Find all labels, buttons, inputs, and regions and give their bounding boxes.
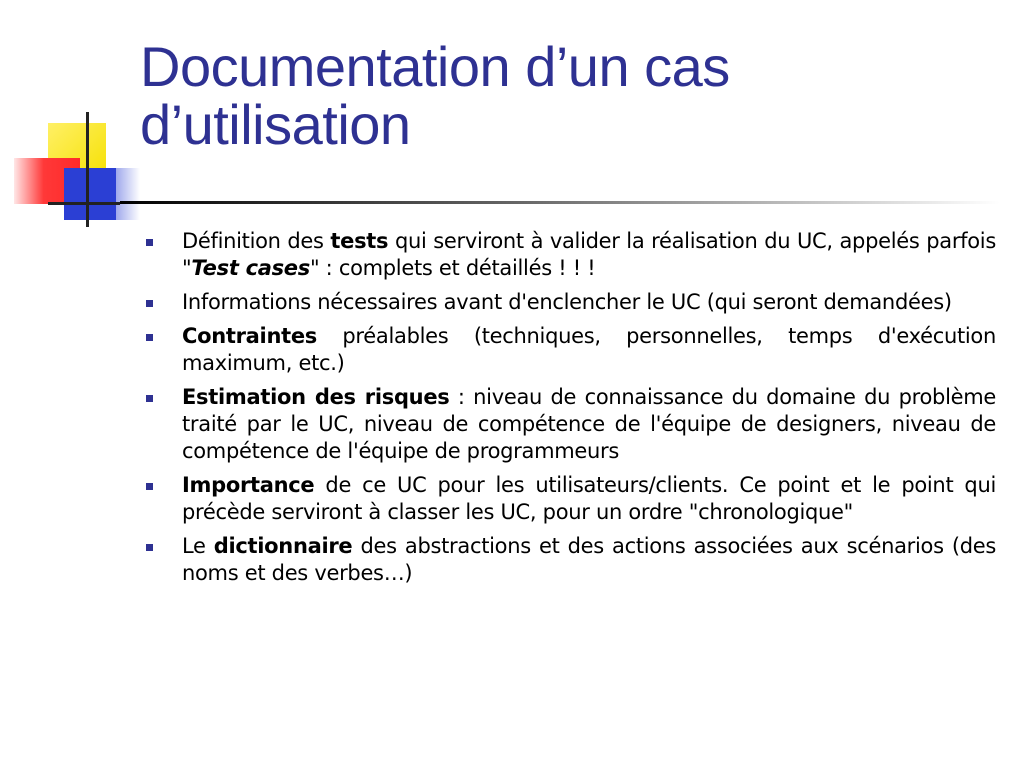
bullet-item-risques: [146, 384, 996, 465]
bullet-text-plain: Définition des: [182, 229, 331, 253]
bullet-text-plain: de ce UC pour les utilisateurs/clients. Ce point et le point qui précède serviront à classer les UC, pour un ordre "chronologique": [182, 473, 996, 524]
bullet-square-icon: [146, 395, 153, 402]
bullet-item-tests: [146, 228, 996, 282]
slide-title-line2: d’utilisation: [140, 93, 411, 156]
bullet-text: [182, 533, 996, 587]
bullet-text-bold: dictionnaire: [213, 534, 353, 558]
bullet-text-bold: Estimation des risques: [182, 385, 450, 409]
bullet-square-icon: [146, 239, 153, 246]
bullet-text: [182, 472, 996, 526]
bullet-item-informations: [146, 289, 996, 316]
bullet-text-bold: Contraintes: [182, 324, 317, 348]
bullet-text-bold-italic: Test cases: [191, 256, 310, 280]
bullet-text-plain: : niveau de connaissance du domaine du problème traité par le UC, niveau de compétence de l'équipe de designers, niveau de compétence de l'équipe de programmeurs: [182, 385, 996, 463]
bullet-text-plain: qui serviront à valider la réalisation du UC, appelés parfois ": [182, 229, 996, 280]
bullet-square-icon: [146, 544, 153, 551]
bullet-text-plain: préalables (techniques, personnelles, temps d'exécution maximum, etc.): [182, 324, 996, 375]
bullet-square-icon: [146, 300, 153, 307]
bullet-text: Informations nécessaires avant d'enclencher le UC (qui seront demandées): [182, 290, 952, 314]
bullet-text-plain: des abstractions et des actions associées aux scénarios (des noms et des verbes…): [182, 534, 997, 585]
bullet-text-bold: Importance: [182, 473, 315, 497]
bullet-text-bold: tests: [330, 229, 389, 253]
bullet-square-icon: [146, 483, 153, 490]
slide-title-line1: Documentation d’un cas: [140, 35, 730, 98]
title-underline-rule: [120, 201, 1000, 204]
bullet-item-importance: [146, 472, 996, 526]
slide-title: [140, 35, 1000, 156]
bullet-text-plain: Le: [182, 534, 214, 558]
bullet-item-contraintes: [146, 323, 996, 377]
bullet-text: [182, 323, 996, 377]
bullet-text: [182, 228, 996, 282]
logo-vertical-line: [86, 112, 89, 227]
logo-horizontal-line: [48, 202, 120, 205]
bullet-text-plain: " : complets et détaillés ! ! !: [309, 256, 596, 280]
bullet-square-icon: [146, 334, 153, 341]
logo-blue-fade: [92, 168, 140, 220]
bullet-text: [182, 384, 996, 465]
bullet-list: [146, 228, 996, 594]
bullet-item-dictionnaire: [146, 533, 996, 587]
